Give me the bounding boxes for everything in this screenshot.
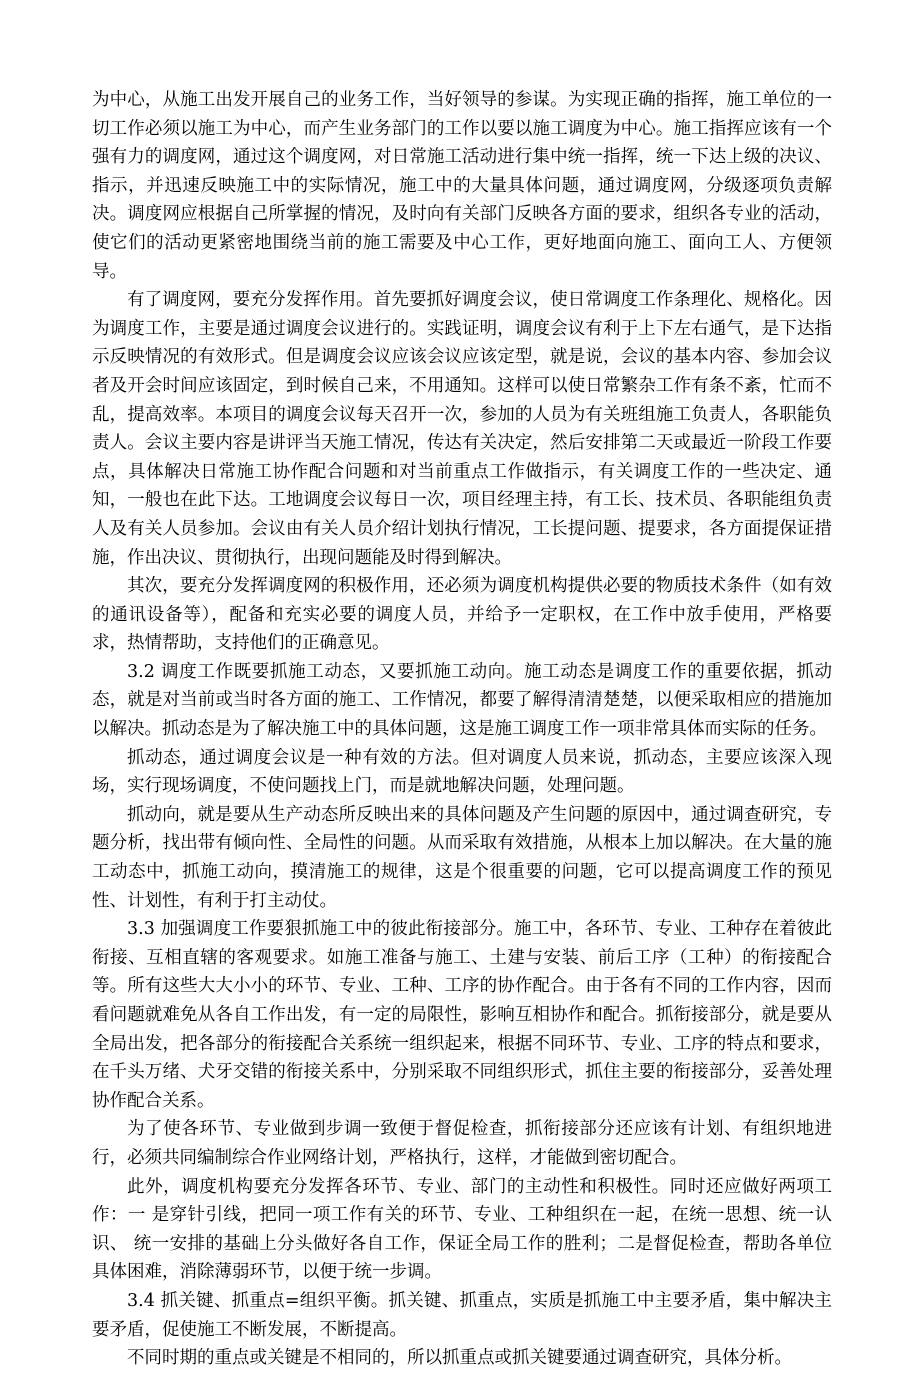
paragraph-grasp-trends: 抓动向，就是要从生产动态所反映出来的具体问题及产生问题的原因中，通过调查研究，专题分析，找出带有倾向性、全局性的问题。从而采取有效措施，从根本上加以解决。在大量的施工动态中，抓施工动向，摸清施工的规律，这是个很重要的问题，它可以提高调度工作的预见性、计划性，有利于打主动仗。: [92, 804, 832, 911]
paragraph-section-3-2: 3.2 调度工作既要抓施工动态，又要抓施工动向。施工动态是调度工作的重要依据，抓动态，就是对当前或当时各方面的施工、工作情况，都要了解得清清楚楚，以便采取相应的措施加以解决。抓动态是为了解决施工中的具体问题，这是施工调度工作一项非常具体而实际的任务。: [92, 661, 832, 740]
document-body: [92, 86, 832, 1373]
paragraph-dispatch-meeting: 有了调度网，要充分发挥作用。首先要抓好调度会议，使日常调度工作条理化、规格化。因为调度工作，主要是通过调度会议进行的。实践证明，调度会议有利于上下左右通气，是下达指示反映情况的有效形式。但是调度会议应该会议应该定型，就是说，会议的基本内容、参加会议者及开会时间应该固定，到时候自己来，不用通知。这样可以使日常繁杂工作有条不紊，忙而不乱，提高效率。本项目的调度会议每天召开一次，参加的人员为有关班组施工负责人，各职能负责人。会议主要内容是讲评当天施工情况，传达有关决定，然后安排第二天或最近一阶段工作要点，具体解决日常施工协作配合问题和对当前重点工作做指示，有关调度工作的一些决定、通知，一般也在此下达。工地调度会议每日一次，项目经理主持，有工长、技术员、各职能组负责人及有关人员参加。会议由有关人员介绍计划执行情况，工长提问题、提要求，各方面提保证措施，作出决议、贯彻执行，出现问题能及时得到解决。: [92, 290, 832, 568]
paragraph-section-3-3: 3.3 加强调度工作要狠抓施工中的彼此衔接部分。施工中，各环节、专业、工种存在着彼此衔接、互相直辖的客观要求。如施工准备与施工、土建与安装、前后工序（工种）的衔接配合等。所有这些大大小小的环节、专业、工种、工序的协作配合。由于各有不同的工作内容，因而看问题就难免从各自工作出发，有一定的局限性，影响互相协作和配合。抓衔接部分，就是要从全局出发，把各部分的衔接配合关系统一组织起来，根据不同环节、专业、工序的特点和要求，在千头万绪、犬牙交错的衔接关系中，分别采取不同组织形式，抓住主要的衔接部分，妥善处理协作配合关系。: [92, 919, 832, 1111]
paragraph-key-points: 不同时期的重点或关键是不相同的，所以抓重点或抓关键要通过调查研究，具体分析。: [127, 1348, 792, 1369]
paragraph-coordination-plan: 为了使各环节、专业做到步调一致便于督促检查，抓衔接部分还应该有计划、有组织地进行，必须共同编制综合作业网络计划，严格执行，这样，才能做到密切配合。: [92, 1119, 832, 1168]
paragraph-dispatch-network-role: 其次，要充分发挥调度网的积极作用，还必须为调度机构提供必要的物质技术条件（如有效的通讯设备等），配备和充实必要的调度人员，并给予一定职权，在工作中放手使用，严格要求，热情帮助，支持他们的正确意见。: [92, 576, 832, 654]
paragraph-two-tasks: 此外，调度机构要充分发挥各环节、专业、部门的主动性和积极性。同时还应做好两项工作：一 是穿针引线，把同一项工作有关的环节、专业、工种组织在一起，在统一思想、统一认识、 统一安排的基础上分头做好各自工作，保证全局工作的胜利；二是督促检查，帮助各单位具体困难，消除薄弱环节，以便于统一步调。: [92, 1176, 832, 1283]
paragraph-section-3-4: 3.4 抓关键、抓重点=组织平衡。抓关键、抓重点，实质是抓施工中主要矛盾，集中解决主要矛盾，促使施工不断发展，不断提高。: [92, 1290, 832, 1340]
paragraph-continued: 为中心，从施工出发开展自己的业务工作，当好领导的参谋。为实现正确的指挥，施工单位的一切工作必须以施工为中心，而产生业务部门的工作以要以施工调度为中心。施工指挥应该有一个强有力的调度网，通过这个调度网，对日常施工活动进行集中统一指挥，统一下达上级的决议、指示，并迅速反映施工中的实际情况，施工中的大量具体问题，通过调度网，分级逐项负责解决。调度网应根据自己所掌握的情况，及时向有关部门反映各方面的要求，组织各专业的活动，使它们的活动更紧密地围绕当前的施工需要及中心工作，更好地面向施工、面向工人、方便领导。: [92, 90, 832, 282]
paragraph-grasp-dynamics: 抓动态，通过调度会议是一种有效的方法。但对调度人员来说，抓动态，主要应该深入现场，实行现场调度，不使问题找上门，而是就地解决问题，处理问题。: [92, 747, 832, 797]
